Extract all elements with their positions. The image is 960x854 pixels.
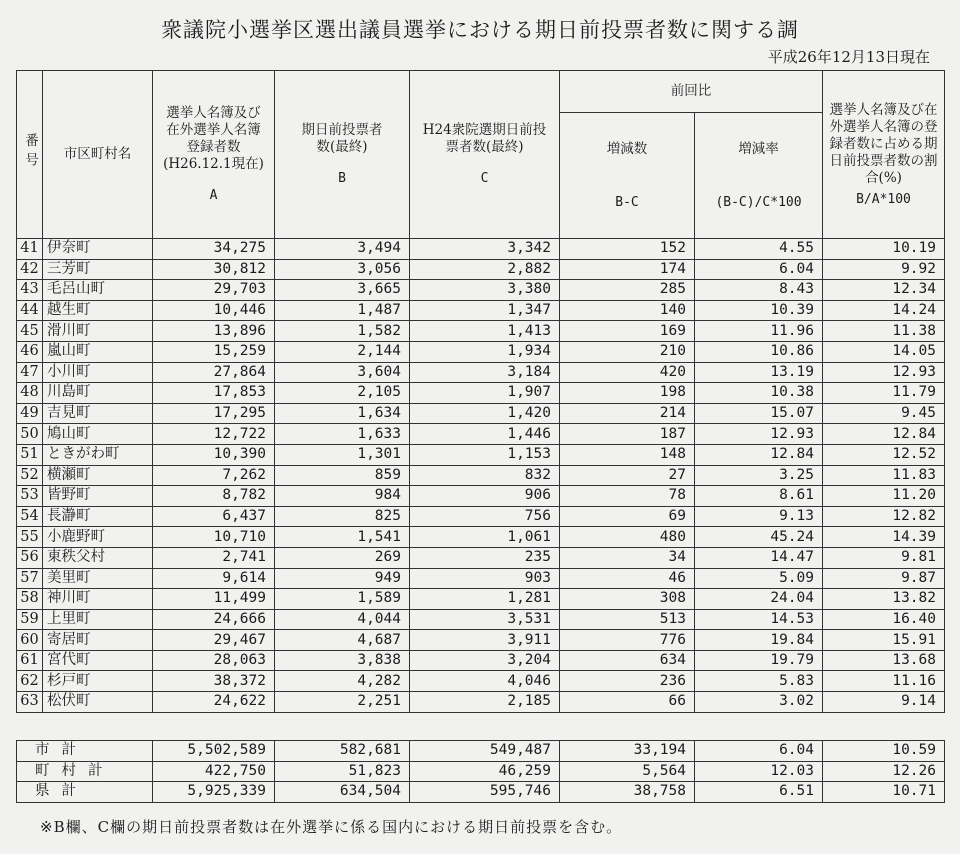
registered-voters: 34,275 xyxy=(153,239,275,260)
registered-voters: 7,262 xyxy=(153,465,275,486)
table-row xyxy=(17,383,945,404)
change-rate: 12.84 xyxy=(695,444,823,465)
change-count: 210 xyxy=(560,341,695,362)
total-registered-voters: 422,750 xyxy=(153,761,275,782)
total-label: 市計 xyxy=(17,741,153,762)
early-vote-share: 12.34 xyxy=(823,280,945,301)
change-count: 187 xyxy=(560,424,695,445)
table-row xyxy=(17,341,945,362)
total-early-voters-h24: 46,259 xyxy=(410,761,560,782)
early-vote-share: 13.68 xyxy=(823,650,945,671)
row-number: 48 xyxy=(17,383,43,404)
early-vote-share: 13.82 xyxy=(823,589,945,610)
registered-voters: 9,614 xyxy=(153,568,275,589)
header-name: 市区町村名 xyxy=(43,71,153,239)
municipality-name: 美里町 xyxy=(43,568,153,589)
early-vote-share: 11.20 xyxy=(823,486,945,507)
municipality-name: 神川町 xyxy=(43,589,153,610)
change-count: 46 xyxy=(560,568,695,589)
early-vote-share: 9.87 xyxy=(823,568,945,589)
municipality-name: 滑川町 xyxy=(43,321,153,342)
early-voters-h24: 4,046 xyxy=(410,671,560,692)
early-voters: 1,301 xyxy=(275,444,410,465)
total-change-count: 33,194 xyxy=(560,741,695,762)
row-number: 58 xyxy=(17,589,43,610)
row-number: 44 xyxy=(17,300,43,321)
change-count: 78 xyxy=(560,486,695,507)
change-rate: 8.61 xyxy=(695,486,823,507)
change-count: 513 xyxy=(560,609,695,630)
table-row xyxy=(17,609,945,630)
registered-voters: 13,896 xyxy=(153,321,275,342)
change-rate: 12.93 xyxy=(695,424,823,445)
municipality-name: 寄居町 xyxy=(43,630,153,651)
total-early-vote-share: 10.59 xyxy=(823,741,945,762)
early-voters: 2,251 xyxy=(275,692,410,713)
total-registered-voters: 5,502,589 xyxy=(153,741,275,762)
early-vote-share: 12.93 xyxy=(823,362,945,383)
municipality-name: 嵐山町 xyxy=(43,341,153,362)
row-number: 42 xyxy=(17,259,43,280)
early-voters-h24: 3,204 xyxy=(410,650,560,671)
change-rate: 3.02 xyxy=(695,692,823,713)
change-rate: 24.04 xyxy=(695,589,823,610)
header-no: 番号 xyxy=(17,71,43,239)
early-voters: 3,838 xyxy=(275,650,410,671)
table-row xyxy=(17,568,945,589)
early-voters-h24: 1,446 xyxy=(410,424,560,445)
table-row xyxy=(17,630,945,651)
change-count: 148 xyxy=(560,444,695,465)
change-rate: 14.53 xyxy=(695,609,823,630)
municipality-name: 小川町 xyxy=(43,362,153,383)
early-vote-share: 9.14 xyxy=(823,692,945,713)
early-voters: 2,105 xyxy=(275,383,410,404)
early-vote-share: 12.82 xyxy=(823,506,945,527)
total-early-voters: 582,681 xyxy=(275,741,410,762)
report-date: 平成26年12月13日現在 xyxy=(767,48,930,66)
change-rate: 13.19 xyxy=(695,362,823,383)
early-vote-share: 14.05 xyxy=(823,341,945,362)
change-rate: 10.86 xyxy=(695,341,823,362)
table-row xyxy=(17,239,945,260)
row-number: 53 xyxy=(17,486,43,507)
totals-row xyxy=(17,761,945,782)
header-share: 選挙人名簿及び在外選挙人名簿の登録者数に占める期日前投票者数の割合(%) B/A*100 xyxy=(823,71,945,239)
registered-voters: 38,372 xyxy=(153,671,275,692)
table-row xyxy=(17,486,945,507)
early-voters: 4,687 xyxy=(275,630,410,651)
early-voters: 2,144 xyxy=(275,341,410,362)
header-b: 期日前投票者数(最終) B xyxy=(275,71,410,239)
change-count: 174 xyxy=(560,259,695,280)
early-voters-h24: 1,420 xyxy=(410,403,560,424)
table-row xyxy=(17,589,945,610)
change-count: 285 xyxy=(560,280,695,301)
change-count: 198 xyxy=(560,383,695,404)
total-change-rate: 6.04 xyxy=(695,741,823,762)
change-rate: 4.55 xyxy=(695,239,823,260)
header-diff: 増減数 B-C xyxy=(560,113,695,239)
registered-voters: 10,446 xyxy=(153,300,275,321)
table-row xyxy=(17,671,945,692)
table-row xyxy=(17,321,945,342)
municipality-name: 皆野町 xyxy=(43,486,153,507)
registered-voters: 8,782 xyxy=(153,486,275,507)
early-voters: 3,665 xyxy=(275,280,410,301)
table-row xyxy=(17,362,945,383)
municipality-name: 松伏町 xyxy=(43,692,153,713)
early-voters-h24: 1,153 xyxy=(410,444,560,465)
registered-voters: 30,812 xyxy=(153,259,275,280)
early-voters-h24: 2,185 xyxy=(410,692,560,713)
early-voters-h24: 903 xyxy=(410,568,560,589)
row-number: 50 xyxy=(17,424,43,445)
registered-voters: 17,853 xyxy=(153,383,275,404)
early-vote-share: 12.52 xyxy=(823,444,945,465)
early-voters: 825 xyxy=(275,506,410,527)
total-change-rate: 12.03 xyxy=(695,761,823,782)
change-count: 34 xyxy=(560,547,695,568)
municipality-name: 横瀬町 xyxy=(43,465,153,486)
early-vote-share: 15.91 xyxy=(823,630,945,651)
change-count: 236 xyxy=(560,671,695,692)
total-registered-voters: 5,925,339 xyxy=(153,782,275,803)
table-row xyxy=(17,259,945,280)
early-voters-h24: 2,882 xyxy=(410,259,560,280)
total-label: 県計 xyxy=(17,782,153,803)
total-early-voters-h24: 595,746 xyxy=(410,782,560,803)
municipality-name: 伊奈町 xyxy=(43,239,153,260)
registered-voters: 28,063 xyxy=(153,650,275,671)
early-voters: 859 xyxy=(275,465,410,486)
early-vote-share: 10.19 xyxy=(823,239,945,260)
change-rate: 5.09 xyxy=(695,568,823,589)
change-count: 140 xyxy=(560,300,695,321)
early-voters-h24: 1,061 xyxy=(410,527,560,548)
early-voters: 3,056 xyxy=(275,259,410,280)
registered-voters: 10,390 xyxy=(153,444,275,465)
registered-voters: 29,467 xyxy=(153,630,275,651)
registered-voters: 12,722 xyxy=(153,424,275,445)
change-rate: 45.24 xyxy=(695,527,823,548)
early-voters-h24: 1,934 xyxy=(410,341,560,362)
total-change-count: 5,564 xyxy=(560,761,695,782)
registered-voters: 17,295 xyxy=(153,403,275,424)
change-rate: 15.07 xyxy=(695,403,823,424)
municipality-name: 越生町 xyxy=(43,300,153,321)
early-voters: 1,487 xyxy=(275,300,410,321)
early-voters-h24: 3,531 xyxy=(410,609,560,630)
table-row xyxy=(17,444,945,465)
registered-voters: 24,622 xyxy=(153,692,275,713)
early-vote-share: 14.24 xyxy=(823,300,945,321)
early-voters-h24: 3,184 xyxy=(410,362,560,383)
total-early-voters: 51,823 xyxy=(275,761,410,782)
early-voters-h24: 1,281 xyxy=(410,589,560,610)
registered-voters: 6,437 xyxy=(153,506,275,527)
early-vote-share: 11.83 xyxy=(823,465,945,486)
change-rate: 19.79 xyxy=(695,650,823,671)
total-change-count: 38,758 xyxy=(560,782,695,803)
row-number: 62 xyxy=(17,671,43,692)
row-number: 52 xyxy=(17,465,43,486)
row-number: 47 xyxy=(17,362,43,383)
table-row xyxy=(17,527,945,548)
early-voters-h24: 3,911 xyxy=(410,630,560,651)
change-rate: 10.38 xyxy=(695,383,823,404)
row-number: 54 xyxy=(17,506,43,527)
total-early-vote-share: 12.26 xyxy=(823,761,945,782)
change-rate: 14.47 xyxy=(695,547,823,568)
totals-row xyxy=(17,741,945,762)
change-count: 776 xyxy=(560,630,695,651)
early-vote-share: 11.16 xyxy=(823,671,945,692)
early-voters: 4,044 xyxy=(275,609,410,630)
registered-voters: 27,864 xyxy=(153,362,275,383)
header-rate: 増減率 (B-C)/C*100 xyxy=(695,113,823,239)
registered-voters: 10,710 xyxy=(153,527,275,548)
change-count: 214 xyxy=(560,403,695,424)
early-voters: 3,604 xyxy=(275,362,410,383)
change-count: 66 xyxy=(560,692,695,713)
row-number: 61 xyxy=(17,650,43,671)
table-row xyxy=(17,403,945,424)
change-rate: 8.43 xyxy=(695,280,823,301)
early-voters-h24: 906 xyxy=(410,486,560,507)
change-rate: 3.25 xyxy=(695,465,823,486)
row-number: 45 xyxy=(17,321,43,342)
early-voters: 1,582 xyxy=(275,321,410,342)
early-voters: 269 xyxy=(275,547,410,568)
early-voters: 4,282 xyxy=(275,671,410,692)
registered-voters: 29,703 xyxy=(153,280,275,301)
early-voters-h24: 1,347 xyxy=(410,300,560,321)
early-voters: 949 xyxy=(275,568,410,589)
municipality-name: 小鹿野町 xyxy=(43,527,153,548)
row-number: 51 xyxy=(17,444,43,465)
row-number: 49 xyxy=(17,403,43,424)
change-count: 420 xyxy=(560,362,695,383)
early-vote-share: 9.92 xyxy=(823,259,945,280)
municipality-name: 川島町 xyxy=(43,383,153,404)
early-vote-share: 9.45 xyxy=(823,403,945,424)
early-vote-share: 14.39 xyxy=(823,527,945,548)
total-early-voters-h24: 549,487 xyxy=(410,741,560,762)
change-count: 634 xyxy=(560,650,695,671)
total-early-voters: 634,504 xyxy=(275,782,410,803)
early-voters-h24: 832 xyxy=(410,465,560,486)
row-number: 46 xyxy=(17,341,43,362)
municipality-name: 三芳町 xyxy=(43,259,153,280)
early-vote-share: 11.38 xyxy=(823,321,945,342)
early-voters: 1,541 xyxy=(275,527,410,548)
table-row xyxy=(17,280,945,301)
change-rate: 19.84 xyxy=(695,630,823,651)
municipality-name: 宮代町 xyxy=(43,650,153,671)
change-rate: 10.39 xyxy=(695,300,823,321)
header-c: H24衆院選期日前投票者数(最終) C xyxy=(410,71,560,239)
change-rate: 6.04 xyxy=(695,259,823,280)
municipality-name: ときがわ町 xyxy=(43,444,153,465)
footnote: ※B欄、C欄の期日前投票者数は在外選挙に係る国内における期日前投票を含む。 xyxy=(40,818,623,836)
municipality-name: 杉戸町 xyxy=(43,671,153,692)
row-number: 43 xyxy=(17,280,43,301)
early-vote-share: 16.40 xyxy=(823,609,945,630)
municipality-name: 東秩父村 xyxy=(43,547,153,568)
header-prev: 前回比 xyxy=(560,71,823,113)
table-row xyxy=(17,300,945,321)
total-change-rate: 6.51 xyxy=(695,782,823,803)
early-voters-h24: 756 xyxy=(410,506,560,527)
early-voters: 1,589 xyxy=(275,589,410,610)
early-voters-h24: 3,380 xyxy=(410,280,560,301)
table-row xyxy=(17,424,945,445)
change-count: 69 xyxy=(560,506,695,527)
row-number: 57 xyxy=(17,568,43,589)
change-count: 169 xyxy=(560,321,695,342)
header-a: 選挙人名簿及び在外選挙人名簿登録者数(H26.12.1現在) A xyxy=(153,71,275,239)
early-voters: 3,494 xyxy=(275,239,410,260)
row-number: 59 xyxy=(17,609,43,630)
totals-table xyxy=(16,740,945,803)
early-voters: 1,633 xyxy=(275,424,410,445)
municipality-name: 毛呂山町 xyxy=(43,280,153,301)
row-number: 56 xyxy=(17,547,43,568)
table-row xyxy=(17,692,945,713)
municipality-name: 鳩山町 xyxy=(43,424,153,445)
early-voters-h24: 1,413 xyxy=(410,321,560,342)
change-count: 480 xyxy=(560,527,695,548)
table-row xyxy=(17,547,945,568)
early-voters: 984 xyxy=(275,486,410,507)
row-number: 55 xyxy=(17,527,43,548)
row-number: 60 xyxy=(17,630,43,651)
table-row xyxy=(17,506,945,527)
municipality-name: 長瀞町 xyxy=(43,506,153,527)
change-count: 152 xyxy=(560,239,695,260)
voting-table xyxy=(16,70,945,713)
registered-voters: 15,259 xyxy=(153,341,275,362)
registered-voters: 11,499 xyxy=(153,589,275,610)
early-voters-h24: 1,907 xyxy=(410,383,560,404)
change-rate: 9.13 xyxy=(695,506,823,527)
table-row xyxy=(17,465,945,486)
change-count: 308 xyxy=(560,589,695,610)
total-early-vote-share: 10.71 xyxy=(823,782,945,803)
totals-row xyxy=(17,782,945,803)
municipality-name: 上里町 xyxy=(43,609,153,630)
row-number: 41 xyxy=(17,239,43,260)
early-vote-share: 11.79 xyxy=(823,383,945,404)
document-title: 衆議院小選挙区選出議員選挙における期日前投票者数に関する調 xyxy=(161,18,799,42)
change-rate: 11.96 xyxy=(695,321,823,342)
registered-voters: 2,741 xyxy=(153,547,275,568)
registered-voters: 24,666 xyxy=(153,609,275,630)
municipality-name: 吉見町 xyxy=(43,403,153,424)
change-rate: 5.83 xyxy=(695,671,823,692)
early-voters-h24: 3,342 xyxy=(410,239,560,260)
change-count: 27 xyxy=(560,465,695,486)
total-label: 町村計 xyxy=(17,761,153,782)
early-voters: 1,634 xyxy=(275,403,410,424)
table-row xyxy=(17,650,945,671)
early-voters-h24: 235 xyxy=(410,547,560,568)
row-number: 63 xyxy=(17,692,43,713)
early-vote-share: 12.84 xyxy=(823,424,945,445)
early-vote-share: 9.81 xyxy=(823,547,945,568)
